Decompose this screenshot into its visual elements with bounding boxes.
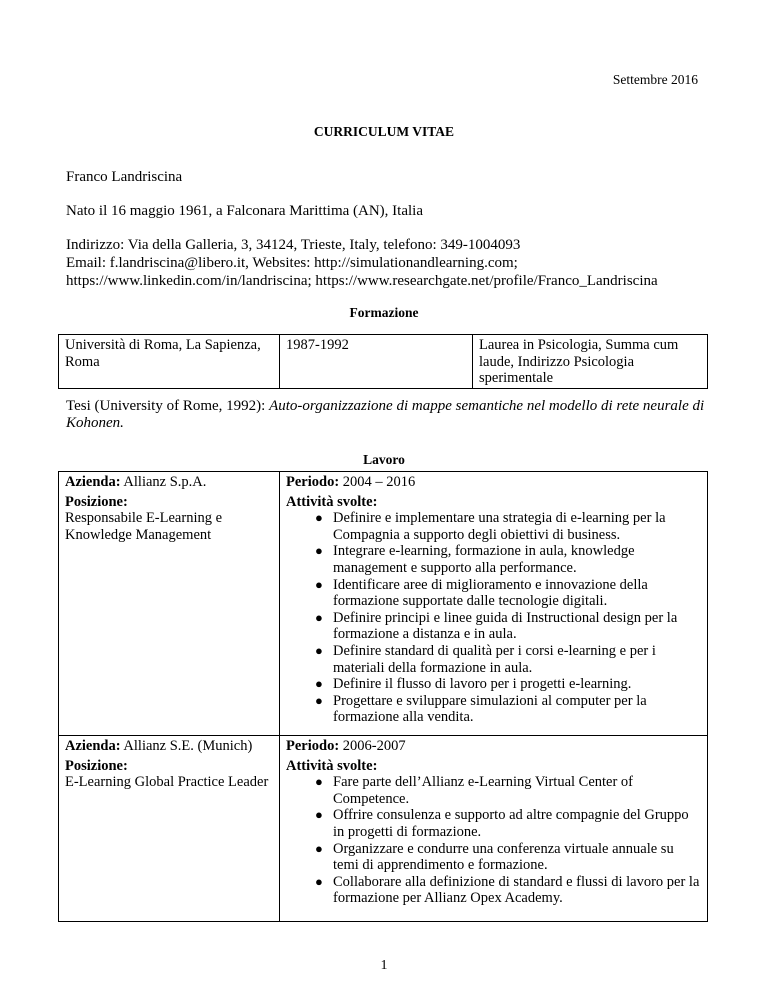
document-title: CURRICULUM VITAE	[313, 124, 455, 139]
job-position: E-Learning Global Practice Leader	[65, 774, 269, 791]
birth-info: Nato il 16 maggio 1961, a Falconara Marittima (AN), Italia	[66, 203, 423, 219]
job-position: Responsabile E-Learning e Knowledge Management	[65, 510, 223, 543]
list-item: ● Progettare e sviluppare simulazioni al computer per la formazione alla vendita.	[315, 692, 647, 726]
list-item: ● Definire il flusso di lavoro per i progetti e-learning.	[315, 676, 632, 693]
thesis-paragraph	[66, 398, 726, 432]
thesis-prefix: Tesi (University of Rome, 1992):	[66, 398, 270, 414]
job-period: 2004 – 2016	[339, 474, 416, 490]
job-position-cell: Posizione: E-Learning Global Practice Leader	[59, 756, 280, 922]
table-row	[59, 756, 708, 922]
job-company-cell: Azienda: Allianz S.E. (Munich)	[59, 736, 280, 756]
list-item: ● Definire e implementare una strategia di e-learning per la Compagnia a supporto degli obiettivi di business.	[315, 510, 666, 543]
list-item: ● Definire principi e linee guida di Instructional design per la formazione a distanza e in aula.	[315, 609, 678, 643]
list-item: ● Organizzare e condurre una conferenza virtuale annuale su temi di apprendimento e formazione.	[315, 840, 674, 874]
document-date: Settembre 2016	[612, 72, 698, 87]
education-years: 1987-1992	[280, 335, 473, 389]
list-item: ● Definire standard di qualità per i corsi e-learning e per i materiali della formazione in aula.	[315, 642, 656, 676]
education-institution: Università di Roma, La Sapienza, Roma	[59, 335, 280, 389]
job-company: Allianz S.E. (Munich)	[120, 738, 253, 754]
job-table-1	[58, 471, 708, 736]
activity-list	[286, 774, 701, 907]
table-row	[59, 472, 708, 492]
list-item: ● Collaborare alla definizione di standard e flussi di lavoro per la formazione per Allianz Opex Academy.	[315, 873, 700, 907]
person-name: Franco Landriscina	[66, 169, 183, 185]
list-item: ● Fare parte dell’Allianz e-Learning Virtual Center of Competence.	[315, 774, 634, 807]
list-item: ● Offrire consulenza e supporto ad altre compagnie del Gruppo in progetti di formazione.	[315, 807, 689, 840]
job-position-cell: Posizione: Responsabile E-Learning e Knowledge Management	[59, 492, 280, 736]
job-table-2	[58, 735, 708, 922]
list-item: ● Integrare e-learning, formazione in aula, knowledge management e supporto alla performance.	[315, 543, 635, 576]
job-period-cell: Periodo: 2006-2007	[280, 736, 708, 756]
email-line: Email: f.landriscina@libero.it, Websites: http://simulationandlearning.com;	[66, 255, 518, 271]
education-heading: Formazione	[349, 305, 419, 320]
links-line: https://www.linkedin.com/in/landriscina; https://www.researchgate.net/profile/Franco_Landriscina	[66, 273, 658, 289]
job-activities-cell: Attività svolte: ● Definire e implementare una strategia di e-learning per la Compagnia a supporto degli obiettivi di business. ● Integrare e-learning, formazione in aula, knowledge management e supporto alla performance. ● Identificare aree di miglioramento e innovazione della formazione supportate dalle tecnologie digitali. ● Definire principi e linee guida di Instructional design per la formazione a distanza e in aula. ● Definire standard di qualità per i corsi e-learning e per i materiali della formazione in aula. ● Definire il flusso di lavoro per i progetti e-learning. ● Progettare e sviluppare simulazioni al computer per la formazione alla vendita.	[280, 492, 708, 736]
table-row	[59, 335, 708, 389]
job-period-cell: Periodo: 2004 – 2016	[280, 472, 708, 492]
education-table	[58, 334, 708, 389]
address-line: Indirizzo: Via della Galleria, 3, 34124, Trieste, Italy, telefono: 349-1004093	[66, 237, 521, 253]
table-row	[59, 492, 708, 736]
activity-list	[286, 510, 701, 726]
list-item: ● Identificare aree di miglioramento e innovazione della formazione supportate dalle tecnologie digitali.	[315, 576, 648, 610]
page-number: 1	[380, 958, 388, 973]
thesis-title: Auto-organizzazione di mappe semantiche nel modello di rete neurale di Kohonen.	[66, 398, 705, 431]
job-company-cell: Azienda: Allianz S.p.A.	[59, 472, 280, 492]
job-activities-cell: Attività svolte: ● Fare parte dell’Allianz e-Learning Virtual Center of Competence. ● Offrire consulenza e supporto ad altre compagnie del Gruppo in progetti di formazione. ● Organizzare e condurre una conferenza virtuale annuale su temi di apprendimento e formazione. ● Collaborare alla definizione di standard e flussi di lavoro per la formazione per Allianz Opex Academy.	[280, 756, 708, 922]
work-heading: Lavoro	[363, 452, 405, 467]
table-row	[59, 736, 708, 756]
job-company: Allianz S.p.A.	[120, 474, 207, 490]
job-period: 2006-2007	[339, 738, 406, 754]
education-degree: Laurea in Psicologia, Summa cum laude, Indirizzo Psicologia sperimentale	[473, 335, 708, 389]
